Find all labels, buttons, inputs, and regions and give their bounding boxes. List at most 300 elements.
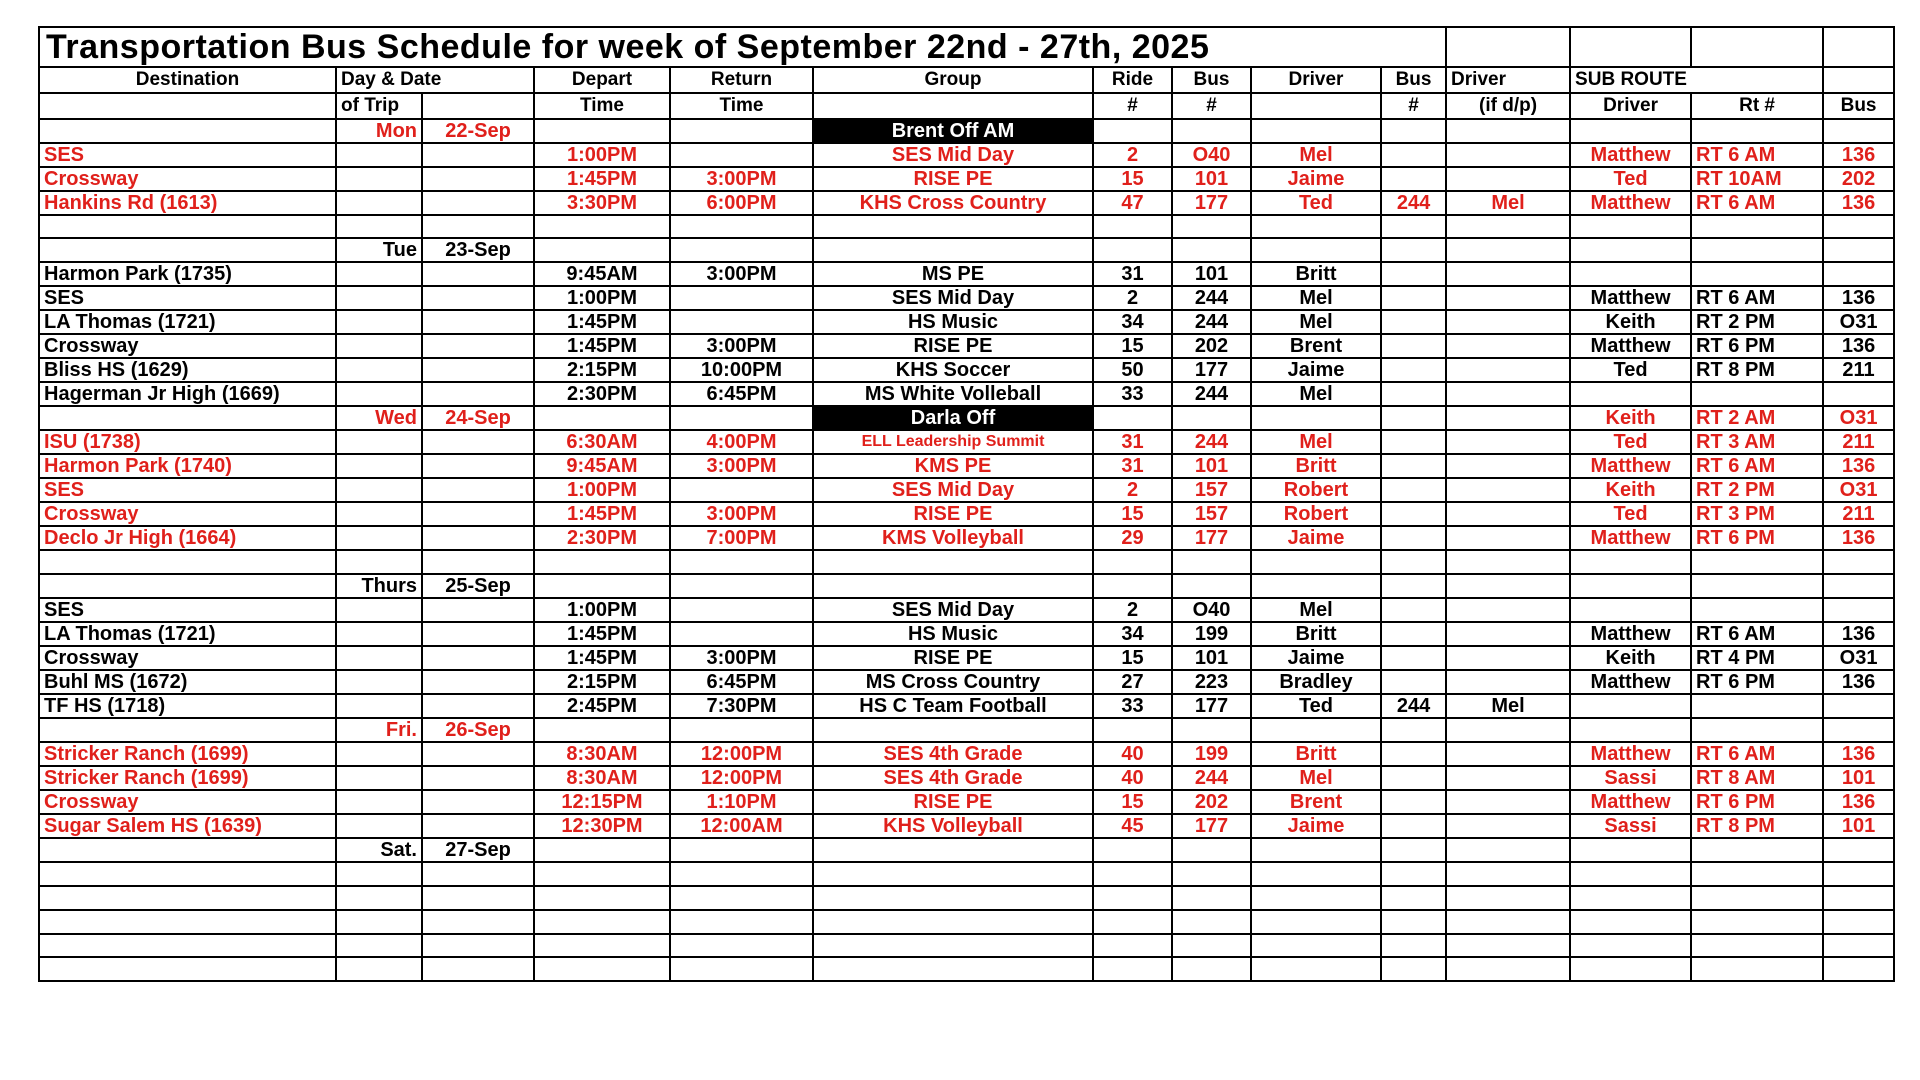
col-header-blank <box>813 93 1093 119</box>
sub-bus-cell: 101 <box>1823 814 1894 838</box>
day-cell <box>336 143 422 167</box>
return-time-cell: 7:00PM <box>670 526 813 550</box>
return-time-cell <box>670 574 813 598</box>
destination-cell: ISU (1738) <box>39 430 336 454</box>
bus-number-cell: 177 <box>1172 814 1251 838</box>
sub-bus-cell: 136 <box>1823 286 1894 310</box>
date-cell <box>422 646 534 670</box>
driver-cell: Britt <box>1251 742 1381 766</box>
second-driver-cell <box>1446 838 1570 862</box>
depart-time-cell <box>534 238 670 262</box>
return-time-cell: 12:00PM <box>670 766 813 790</box>
col-header-bus2-num: # <box>1381 93 1446 119</box>
driver-cell: Mel <box>1251 310 1381 334</box>
second-bus-cell <box>1381 766 1446 790</box>
sub-driver-cell <box>1570 262 1691 286</box>
second-driver-cell <box>1446 957 1570 981</box>
return-time-cell: 6:45PM <box>670 382 813 406</box>
ride-count-cell <box>1093 406 1172 430</box>
schedule-row <box>39 790 1894 814</box>
date-cell <box>422 215 534 239</box>
sub-route-cell: RT 2 PM <box>1691 478 1823 502</box>
depart-time-cell: 9:45AM <box>534 262 670 286</box>
destination-cell: Declo Jr High (1664) <box>39 526 336 550</box>
day-cell <box>336 598 422 622</box>
second-driver-cell <box>1446 167 1570 191</box>
day-cell <box>336 430 422 454</box>
driver-cell: Ted <box>1251 694 1381 718</box>
sub-route-cell: RT 6 AM <box>1691 191 1823 215</box>
second-bus-cell <box>1381 310 1446 334</box>
depart-time-cell: 1:45PM <box>534 622 670 646</box>
schedule-row <box>39 742 1894 766</box>
sub-bus-cell <box>1823 382 1894 406</box>
destination-cell <box>39 406 336 430</box>
depart-time-cell: 2:45PM <box>534 694 670 718</box>
second-bus-cell <box>1381 670 1446 694</box>
schedule-row <box>39 598 1894 622</box>
second-bus-cell <box>1381 478 1446 502</box>
sub-bus-cell <box>1823 886 1894 910</box>
second-driver-cell <box>1446 382 1570 406</box>
second-bus-cell <box>1381 574 1446 598</box>
sub-driver-cell: Matthew <box>1570 790 1691 814</box>
schedule-row <box>39 550 1894 574</box>
col-header-ride: Ride <box>1093 67 1172 93</box>
depart-time-cell: 1:00PM <box>534 598 670 622</box>
date-cell <box>422 262 534 286</box>
day-cell <box>336 957 422 981</box>
driver-cell <box>1251 238 1381 262</box>
sub-driver-cell <box>1570 934 1691 958</box>
group-cell <box>813 934 1093 958</box>
day-cell <box>336 262 422 286</box>
sub-bus-cell <box>1823 238 1894 262</box>
return-time-cell <box>670 598 813 622</box>
schedule-row <box>39 334 1894 358</box>
sub-driver-cell: Matthew <box>1570 334 1691 358</box>
return-time-cell: 12:00PM <box>670 742 813 766</box>
destination-cell: Bliss HS (1629) <box>39 358 336 382</box>
second-driver-cell <box>1446 910 1570 934</box>
second-driver-cell <box>1446 622 1570 646</box>
col-header-group: Group <box>813 67 1093 93</box>
sub-bus-cell <box>1823 910 1894 934</box>
destination-cell: Crossway <box>39 167 336 191</box>
schedule-row <box>39 718 1894 742</box>
col-header-depart-time: Time <box>534 93 670 119</box>
schedule-row <box>39 910 1894 934</box>
schedule-row <box>39 934 1894 958</box>
return-time-cell: 12:00AM <box>670 814 813 838</box>
return-time-cell <box>670 886 813 910</box>
second-bus-cell <box>1381 814 1446 838</box>
bus-number-cell <box>1172 550 1251 574</box>
sub-bus-cell: 136 <box>1823 622 1894 646</box>
col-header-blank <box>1251 93 1381 119</box>
driver-cell: Robert <box>1251 502 1381 526</box>
driver-cell: Mel <box>1251 766 1381 790</box>
date-cell <box>422 622 534 646</box>
col-header-driver2: Driver <box>1446 67 1570 93</box>
bus-number-cell: 157 <box>1172 478 1251 502</box>
sub-route-cell <box>1691 718 1823 742</box>
depart-time-cell: 2:30PM <box>534 526 670 550</box>
destination-cell: LA Thomas (1721) <box>39 622 336 646</box>
destination-cell <box>39 838 336 862</box>
day-cell <box>336 862 422 886</box>
ride-count-cell <box>1093 718 1172 742</box>
second-bus-cell <box>1381 502 1446 526</box>
driver-cell <box>1251 119 1381 143</box>
group-cell: HS Music <box>813 310 1093 334</box>
sub-bus-cell: 136 <box>1823 191 1894 215</box>
group-cell: SES 4th Grade <box>813 742 1093 766</box>
sub-bus-cell: O31 <box>1823 646 1894 670</box>
sub-bus-cell: O31 <box>1823 478 1894 502</box>
group-cell: HS Music <box>813 622 1093 646</box>
second-driver-cell <box>1446 430 1570 454</box>
day-cell <box>336 334 422 358</box>
destination-cell: Harmon Park (1735) <box>39 262 336 286</box>
second-bus-cell <box>1381 406 1446 430</box>
group-cell: KMS PE <box>813 454 1093 478</box>
group-cell <box>813 238 1093 262</box>
day-cell: Mon <box>336 119 422 143</box>
group-cell: RISE PE <box>813 502 1093 526</box>
destination-cell: SES <box>39 478 336 502</box>
driver-cell: Britt <box>1251 262 1381 286</box>
sub-bus-cell: 211 <box>1823 358 1894 382</box>
return-time-cell <box>670 215 813 239</box>
date-cell <box>422 382 534 406</box>
sub-route-cell <box>1691 598 1823 622</box>
sub-route-cell: RT 8 PM <box>1691 814 1823 838</box>
depart-time-cell: 2:15PM <box>534 670 670 694</box>
schedule-row <box>39 670 1894 694</box>
return-time-cell: 3:00PM <box>670 334 813 358</box>
second-driver-cell <box>1446 718 1570 742</box>
sub-driver-cell: Keith <box>1570 310 1691 334</box>
second-driver-cell <box>1446 862 1570 886</box>
bus-number-cell: 244 <box>1172 382 1251 406</box>
date-cell <box>422 358 534 382</box>
date-cell <box>422 862 534 886</box>
ride-count-cell <box>1093 550 1172 574</box>
schedule-row <box>39 358 1894 382</box>
second-bus-cell <box>1381 286 1446 310</box>
bus-number-cell: 202 <box>1172 334 1251 358</box>
schedule-row <box>39 119 1894 143</box>
return-time-cell <box>670 406 813 430</box>
depart-time-cell <box>534 215 670 239</box>
second-bus-cell <box>1381 646 1446 670</box>
col-header-driver2-note: (if d/p) <box>1446 93 1570 119</box>
ride-count-cell: 15 <box>1093 167 1172 191</box>
date-cell <box>422 143 534 167</box>
second-bus-cell <box>1381 598 1446 622</box>
sub-route-cell: RT 10AM <box>1691 167 1823 191</box>
return-time-cell <box>670 238 813 262</box>
driver-cell <box>1251 406 1381 430</box>
col-header-day-date: Day & Date <box>336 67 534 93</box>
depart-time-cell: 1:45PM <box>534 334 670 358</box>
bus-number-cell <box>1172 238 1251 262</box>
col-header-return: Return <box>670 67 813 93</box>
second-driver-cell <box>1446 790 1570 814</box>
group-cell: SES Mid Day <box>813 598 1093 622</box>
date-cell <box>422 167 534 191</box>
bus-number-cell: 101 <box>1172 262 1251 286</box>
destination-cell <box>39 574 336 598</box>
ride-count-cell: 34 <box>1093 622 1172 646</box>
group-cell: SES Mid Day <box>813 286 1093 310</box>
sub-driver-cell: Keith <box>1570 646 1691 670</box>
sub-route-cell <box>1691 382 1823 406</box>
schedule-row <box>39 310 1894 334</box>
day-cell <box>336 670 422 694</box>
schedule-row <box>39 502 1894 526</box>
ride-count-cell: 2 <box>1093 143 1172 167</box>
depart-time-cell: 1:45PM <box>534 502 670 526</box>
second-bus-cell <box>1381 862 1446 886</box>
second-driver-cell <box>1446 742 1570 766</box>
second-driver-cell <box>1446 670 1570 694</box>
second-driver-cell <box>1446 262 1570 286</box>
ride-count-cell <box>1093 934 1172 958</box>
date-cell <box>422 430 534 454</box>
date-cell: 24-Sep <box>422 406 534 430</box>
destination-cell: Hankins Rd (1613) <box>39 191 336 215</box>
depart-time-cell: 1:45PM <box>534 310 670 334</box>
second-bus-cell <box>1381 957 1446 981</box>
header-row-2 <box>39 93 1894 119</box>
driver-cell: Robert <box>1251 478 1381 502</box>
title-blank-cell <box>1446 27 1570 67</box>
depart-time-cell <box>534 718 670 742</box>
sub-bus-cell: O31 <box>1823 310 1894 334</box>
sub-bus-cell <box>1823 838 1894 862</box>
bus-number-cell: 101 <box>1172 167 1251 191</box>
sub-route-cell <box>1691 934 1823 958</box>
group-cell: RISE PE <box>813 334 1093 358</box>
ride-count-cell <box>1093 238 1172 262</box>
second-driver-cell <box>1446 526 1570 550</box>
group-cell <box>813 550 1093 574</box>
date-cell <box>422 454 534 478</box>
bus-number-cell <box>1172 886 1251 910</box>
bus-number-cell: 244 <box>1172 766 1251 790</box>
second-bus-cell <box>1381 742 1446 766</box>
sub-driver-cell <box>1570 574 1691 598</box>
schedule-row <box>39 382 1894 406</box>
schedule-row <box>39 454 1894 478</box>
schedule-row <box>39 766 1894 790</box>
sub-driver-cell: Matthew <box>1570 454 1691 478</box>
second-bus-cell <box>1381 910 1446 934</box>
title-blank-cell <box>1570 27 1691 67</box>
second-driver-cell <box>1446 406 1570 430</box>
bus-number-cell <box>1172 910 1251 934</box>
date-cell <box>422 286 534 310</box>
day-cell <box>336 766 422 790</box>
schedule-row <box>39 191 1894 215</box>
day-cell <box>336 310 422 334</box>
sub-route-cell <box>1691 694 1823 718</box>
destination-cell: Hagerman Jr High (1669) <box>39 382 336 406</box>
sub-driver-cell <box>1570 119 1691 143</box>
ride-count-cell <box>1093 910 1172 934</box>
bus-number-cell: 199 <box>1172 622 1251 646</box>
group-cell: SES Mid Day <box>813 143 1093 167</box>
destination-cell <box>39 934 336 958</box>
depart-time-cell <box>534 550 670 574</box>
day-cell <box>336 502 422 526</box>
col-header-return-time: Time <box>670 93 813 119</box>
ride-count-cell: 31 <box>1093 262 1172 286</box>
return-time-cell <box>670 622 813 646</box>
group-cell: KHS Soccer <box>813 358 1093 382</box>
bus-number-cell <box>1172 957 1251 981</box>
return-time-cell: 6:00PM <box>670 191 813 215</box>
date-cell <box>422 957 534 981</box>
col-header-driver: Driver <box>1251 67 1381 93</box>
col-header-sub-bus: Bus <box>1823 93 1894 119</box>
sub-route-cell: RT 6 PM <box>1691 790 1823 814</box>
ride-count-cell <box>1093 119 1172 143</box>
depart-time-cell: 1:45PM <box>534 646 670 670</box>
bus-number-cell: 177 <box>1172 694 1251 718</box>
driver-cell: Ted <box>1251 191 1381 215</box>
driver-cell: Britt <box>1251 454 1381 478</box>
schedule-row <box>39 886 1894 910</box>
group-cell <box>813 838 1093 862</box>
depart-time-cell: 1:00PM <box>534 286 670 310</box>
driver-cell <box>1251 910 1381 934</box>
sub-bus-cell <box>1823 957 1894 981</box>
depart-time-cell <box>534 406 670 430</box>
col-header-sub-route: SUB ROUTE <box>1570 67 1823 93</box>
return-time-cell <box>670 478 813 502</box>
day-cell <box>336 934 422 958</box>
sub-bus-cell <box>1823 262 1894 286</box>
ride-count-cell: 34 <box>1093 310 1172 334</box>
schedule-row <box>39 430 1894 454</box>
sub-driver-cell: Sassi <box>1570 814 1691 838</box>
destination-cell: LA Thomas (1721) <box>39 310 336 334</box>
bus-number-cell: 177 <box>1172 358 1251 382</box>
second-bus-cell <box>1381 238 1446 262</box>
group-cell <box>813 718 1093 742</box>
group-cell: RISE PE <box>813 790 1093 814</box>
depart-time-cell: 2:15PM <box>534 358 670 382</box>
driver-cell: Brent <box>1251 334 1381 358</box>
bus-number-cell: 244 <box>1172 286 1251 310</box>
driver-cell: Jaime <box>1251 646 1381 670</box>
return-time-cell <box>670 286 813 310</box>
second-bus-cell: 244 <box>1381 191 1446 215</box>
schedule-row <box>39 262 1894 286</box>
bus-schedule-sheet <box>38 26 1893 982</box>
sub-bus-cell: 136 <box>1823 742 1894 766</box>
sub-driver-cell: Ted <box>1570 502 1691 526</box>
sub-route-cell <box>1691 574 1823 598</box>
return-time-cell: 3:00PM <box>670 167 813 191</box>
group-cell: Darla Off <box>813 406 1093 430</box>
depart-time-cell: 1:00PM <box>534 143 670 167</box>
ride-count-cell: 15 <box>1093 334 1172 358</box>
destination-cell <box>39 718 336 742</box>
col-header-bus: Bus <box>1172 67 1251 93</box>
bus-number-cell: 199 <box>1172 742 1251 766</box>
second-bus-cell <box>1381 358 1446 382</box>
date-cell <box>422 478 534 502</box>
second-driver-cell <box>1446 238 1570 262</box>
day-cell <box>336 814 422 838</box>
col-header-bus-num: # <box>1172 93 1251 119</box>
bus-number-cell: 101 <box>1172 454 1251 478</box>
group-cell <box>813 886 1093 910</box>
second-bus-cell: 244 <box>1381 694 1446 718</box>
bus-number-cell: 101 <box>1172 646 1251 670</box>
sub-bus-cell <box>1823 934 1894 958</box>
driver-cell: Jaime <box>1251 526 1381 550</box>
sub-route-cell <box>1691 238 1823 262</box>
sub-bus-cell: 202 <box>1823 167 1894 191</box>
col-header-ride-num: # <box>1093 93 1172 119</box>
second-bus-cell <box>1381 838 1446 862</box>
sub-bus-cell <box>1823 862 1894 886</box>
driver-cell: Mel <box>1251 598 1381 622</box>
sub-driver-cell: Matthew <box>1570 191 1691 215</box>
group-cell: KMS Volleyball <box>813 526 1093 550</box>
sub-bus-cell <box>1823 598 1894 622</box>
driver-cell <box>1251 215 1381 239</box>
day-cell <box>336 646 422 670</box>
depart-time-cell: 1:45PM <box>534 167 670 191</box>
sub-driver-cell: Matthew <box>1570 526 1691 550</box>
day-cell <box>336 382 422 406</box>
schedule-row <box>39 167 1894 191</box>
bus-number-cell: 157 <box>1172 502 1251 526</box>
second-driver-cell <box>1446 574 1570 598</box>
ride-count-cell <box>1093 957 1172 981</box>
col-header-blank <box>1823 67 1894 93</box>
sub-route-cell: RT 6 PM <box>1691 670 1823 694</box>
second-driver-cell <box>1446 550 1570 574</box>
day-cell <box>336 622 422 646</box>
title-row <box>39 27 1894 67</box>
driver-cell <box>1251 957 1381 981</box>
day-cell <box>336 790 422 814</box>
bus-number-cell: 177 <box>1172 526 1251 550</box>
day-cell <box>336 191 422 215</box>
sub-route-cell <box>1691 886 1823 910</box>
schedule-row <box>39 478 1894 502</box>
ride-count-cell: 33 <box>1093 382 1172 406</box>
date-cell: 22-Sep <box>422 119 534 143</box>
day-cell <box>336 215 422 239</box>
depart-time-cell: 12:30PM <box>534 814 670 838</box>
second-driver-cell <box>1446 502 1570 526</box>
depart-time-cell: 9:45AM <box>534 454 670 478</box>
sub-bus-cell <box>1823 694 1894 718</box>
day-cell: Thurs <box>336 574 422 598</box>
bus-number-cell: 202 <box>1172 790 1251 814</box>
sub-bus-cell: 136 <box>1823 454 1894 478</box>
day-cell <box>336 742 422 766</box>
return-time-cell: 3:00PM <box>670 454 813 478</box>
